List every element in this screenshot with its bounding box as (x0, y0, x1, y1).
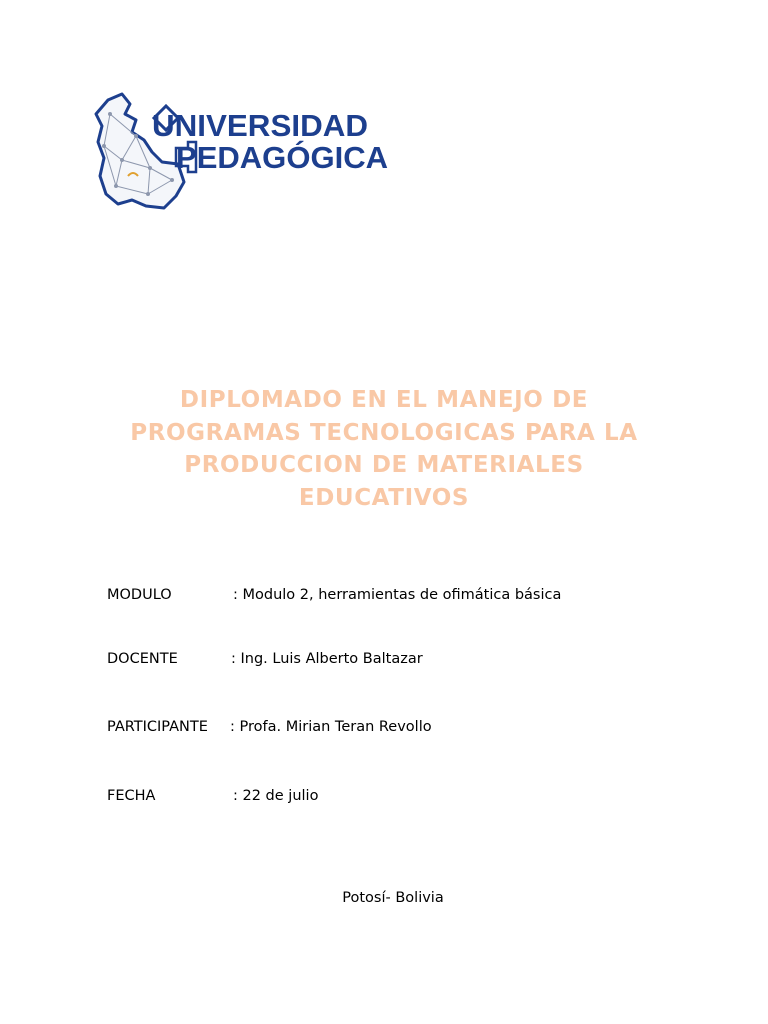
place-footer: Potosí- Bolivia (342, 890, 444, 906)
fecha-value: : 22 de julio (233, 788, 319, 804)
title-line-3: PRODUCCION DE MATERIALES (184, 452, 584, 478)
title-line-2: PROGRAMAS TECNOLOGICAS PARA LA (130, 419, 638, 446)
logo-line-1: UNIVERSIDAD (152, 108, 368, 143)
modulo-label: MODULO (107, 587, 172, 603)
logo-graphic (92, 90, 388, 212)
docente-value: : Ing. Luis Alberto Baltazar (231, 651, 423, 667)
docente-label: DOCENTE (107, 651, 178, 667)
title-line-4: EDUCATIVOS (298, 484, 470, 511)
title-line-1: DIPLOMADO EN EL MANEJO DE (179, 387, 589, 413)
fecha-label: FECHA (107, 788, 156, 804)
logo-line-2: PEDAGÓGICA (176, 140, 388, 175)
participante-value: : Profa. Mirian Teran Revollo (230, 719, 432, 735)
document-title (100, 384, 668, 514)
university-logo (92, 90, 388, 212)
modulo-value: : Modulo 2, herramientas de ofimática básica (233, 587, 562, 603)
participante-label: PARTICIPANTE (107, 719, 208, 735)
